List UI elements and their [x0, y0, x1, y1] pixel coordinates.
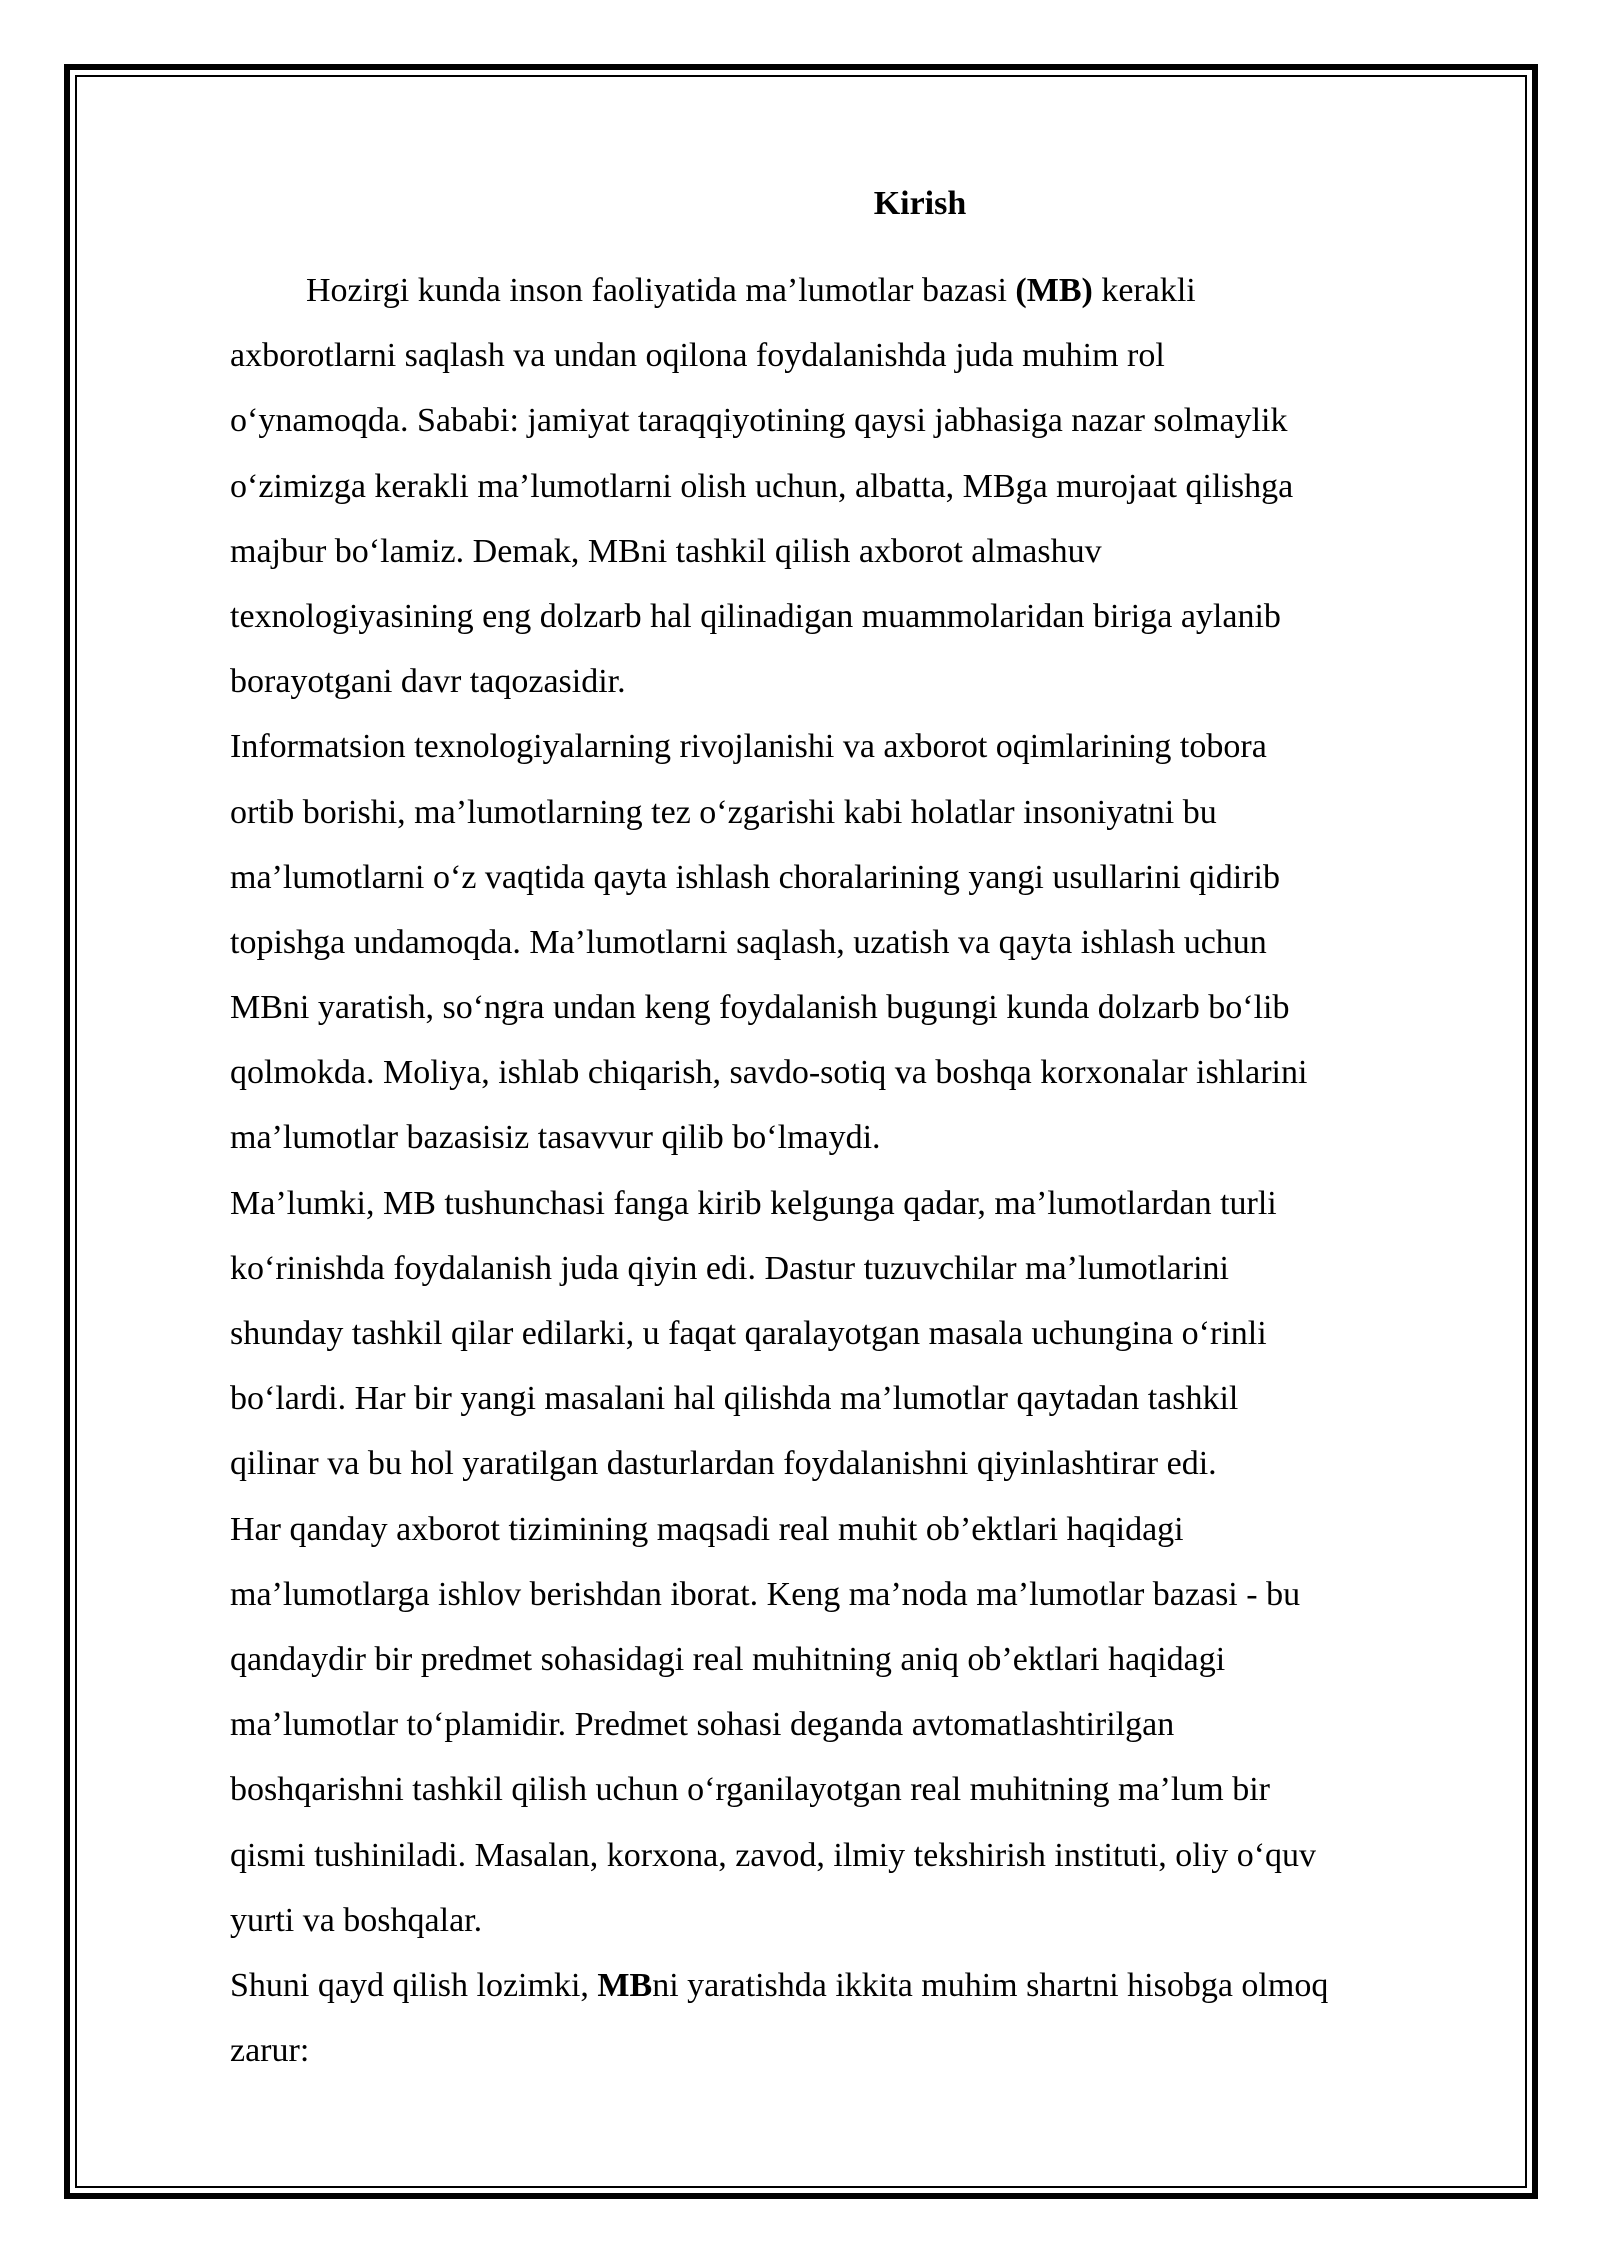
paragraph-line: qilinar va bu hol yaratilgan dasturlardan foydalanishni qiyinlashtirar edi.: [230, 1445, 1217, 1483]
paragraph-line: borayotgani davr taqozasidir.: [230, 663, 626, 701]
paragraph-line: ma’lumotlarga ishlov berishdan iborat. Keng ma’noda ma’lumotlar bazasi - bu: [230, 1575, 1301, 1613]
paragraph-line: [230, 1953, 1470, 2018]
paragraph-history: [230, 1171, 1470, 1497]
paragraph-line: o‘ynamoqda. Sababi: jamiyat taraqqiyotining qaysi jabhasiga nazar solmaylik: [230, 402, 1288, 440]
paragraph-intro: [230, 258, 1470, 714]
paragraph-it-development: [230, 714, 1470, 1170]
paragraph-line: qolmokda. Moliya, ishlab chiqarish, savdo-sotiq va boshqa korxonalar ishlarini: [230, 1054, 1308, 1092]
text-run: kerakli: [1092, 272, 1196, 309]
bold-abbreviation: MB: [597, 1966, 653, 2004]
bold-abbreviation: (MB): [1015, 272, 1093, 309]
paragraph-line: qandaydir bir predmet sohasidagi real muhitning aniq ob’ektlari haqidagi: [230, 1640, 1226, 1678]
paragraph-line: ortib borishi, ma’lumotlarning tez o‘zgarishi kabi holatlar insoniyatni bu: [230, 793, 1217, 831]
paragraph-line: zarur:: [230, 2032, 310, 2070]
text-run: ni yaratishda ikkita muhim shartni hisobga olmoq: [652, 1966, 1329, 2004]
paragraph-line: Informatsion texnologiyalarning rivojlanishi va axborot oqimlarining tobora: [230, 728, 1267, 766]
paragraph-line: o‘zimizga kerakli ma’lumotlarni olish uchun, albatta, MBga murojaat qilishga: [230, 467, 1294, 505]
paragraph-line: shunday tashkil qilar edilarki, u faqat qaralayotgan masala uchungina o‘rinli: [230, 1315, 1267, 1352]
document-title: Kirish: [873, 185, 967, 222]
paragraph-line: majbur bo‘lamiz. Demak, MBni tashkil qilish axborot almashuv: [230, 532, 1102, 570]
text-run: Hozirgi kunda inson faoliyatida ma’lumotlar bazasi: [306, 272, 1016, 309]
text-run: Shuni qayd qilish lozimki,: [230, 1966, 598, 2004]
paragraph-line: texnologiyasining eng dolzarb hal qilinadigan muammolaridan biriga aylanib: [230, 597, 1281, 635]
paragraph-line: boshqarishni tashkil qilish uchun o‘rganilayotgan real muhitning ma’lum bir: [230, 1771, 1270, 1809]
paragraph-line: axborotlarni saqlash va undan oqilona foydalanishda juda muhim rol: [230, 337, 1165, 375]
paragraph-line: MBni yaratish, so‘ngra undan keng foydalanish bugungi kunda dolzarb bo‘lib: [230, 989, 1290, 1027]
paragraph-line: bo‘lardi. Har bir yangi masalani hal qilishda ma’lumotlar qaytadan tashkil: [230, 1380, 1239, 1418]
paragraph-definition: [230, 1497, 1470, 1953]
paragraph-line: [230, 258, 1470, 323]
paragraph-line: topishga undamoqda. Ma’lumotlarni saqlash, uzatish va qayta ishlash uchun: [230, 923, 1267, 961]
paragraph-line: qismi tushiniladi. Masalan, korxona, zavod, ilmiy tekshirish instituti, oliy o‘quv: [230, 1836, 1317, 1874]
paragraph-line: ko‘rinishda foydalanish juda qiyin edi. Dastur tuzuvchilar ma’lumotlarini: [230, 1249, 1229, 1287]
paragraph-line: ma’lumotlarni o‘z vaqtida qayta ishlash choralarining yangi usullarini qidirib: [230, 858, 1280, 896]
paragraph-line: ma’lumotlar to‘plamidir. Predmet sohasi deganda avtomatlashtirilgan: [230, 1706, 1175, 1744]
paragraph-line: yurti va boshqalar.: [230, 1901, 483, 1939]
paragraph-line: Har qanday axborot tizimining maqsadi real muhit ob’ektlari haqidagi: [230, 1510, 1184, 1548]
paragraph-line: Ma’lumki, MB tushunchasi fanga kirib kelgunga qadar, ma’lumotlardan turli: [230, 1184, 1277, 1222]
paragraph-conditions: [230, 1953, 1470, 2083]
paragraph-line: ma’lumotlar bazasisiz tasavvur qilib bo‘lmaydi.: [230, 1119, 881, 1157]
document-body: [230, 170, 1470, 2083]
